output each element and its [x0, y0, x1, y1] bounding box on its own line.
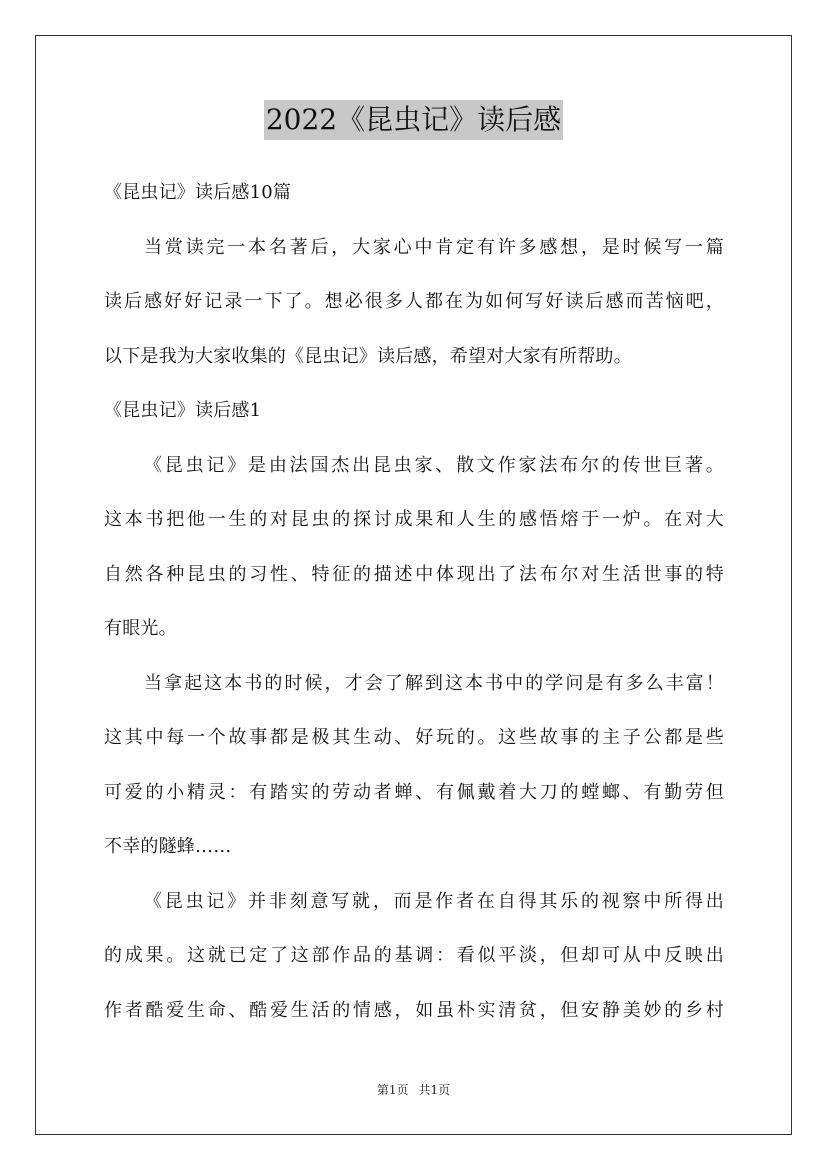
- text-line: 《昆虫记》读后感1: [104, 400, 262, 421]
- text-line: 作者酷爱生命、酷爱生活的情感，如虽朴实清贫，但安静美妙的乡村: [104, 999, 724, 1021]
- page-footer: [0, 1081, 827, 1098]
- document-title: 2022《昆虫记》读后感: [264, 100, 563, 140]
- text-line: 有眼光。: [104, 618, 177, 639]
- document-body: [104, 170, 724, 1042]
- text-line: 《昆虫记》并非刻意写就，而是作者在自得其乐的视察中所得出: [144, 890, 724, 912]
- text-line: 《昆虫记》读后感10篇: [104, 182, 292, 203]
- text-line: 读后感好好记录一下了。想必很多人都在为如何写好读后感而苦恼吧，: [104, 291, 724, 312]
- page-number: 第1页: [376, 1083, 409, 1097]
- text-line: 的成果。这就已定了这部作品的基调：看似平淡，但却可从中反映出: [104, 945, 724, 966]
- text-line: 不幸的隧蜂……: [104, 836, 232, 857]
- text-line: 这本书把他一生的对昆虫的探讨成果和人生的感悟熔于一炉。在对大: [104, 509, 724, 530]
- page-total: 共1页: [418, 1083, 451, 1097]
- text-line: 当赏读完一本名著后，大家心中肯定有许多感想，是时候写一篇: [144, 236, 724, 258]
- text-line: 当拿起这本书的时候，才会了解到这本书中的学问是有多么丰富！: [144, 672, 724, 694]
- text-line: 这其中每一个故事都是极其生动、好玩的。这些故事的主子公都是些: [104, 727, 724, 748]
- title-container: [0, 100, 827, 140]
- text-line: 自然各种昆虫的习性、特征的描述中体现出了法布尔对生活世事的特: [104, 563, 724, 585]
- text-line: 以下是我为大家收集的《昆虫记》读后感，希望对大家有所帮助。: [104, 345, 632, 367]
- text-line: 《昆虫记》是由法国杰出昆虫家、散文作家法布尔的传世巨著。: [144, 454, 724, 476]
- text-line: 可爱的小精灵：有踏实的劳动者蝉、有佩戴着大刀的螳螂、有勤劳但: [104, 781, 724, 803]
